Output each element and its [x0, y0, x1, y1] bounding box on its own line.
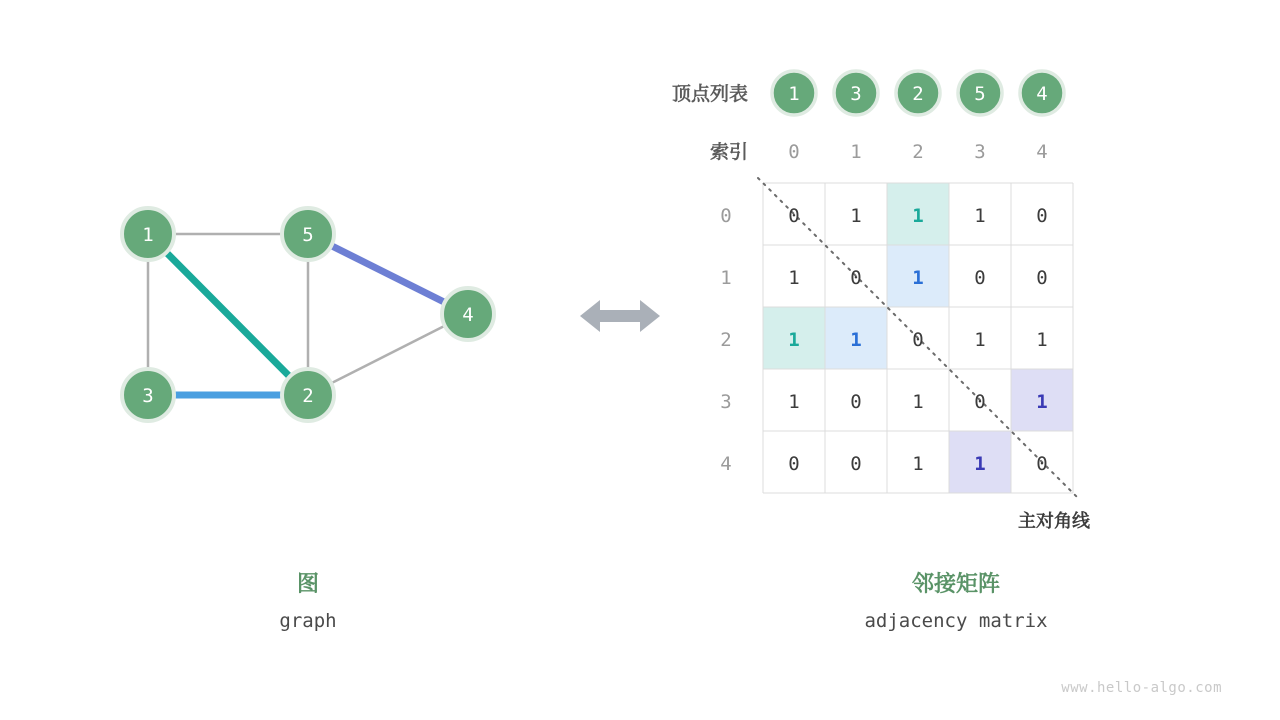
column-index-4: 4: [1036, 141, 1048, 163]
column-index-1: 1: [850, 141, 862, 163]
matrix-cell-1-4: 0: [1036, 267, 1048, 289]
matrix-cell-2-1: 1: [850, 329, 862, 351]
matrix-cell-2-4: 1: [1036, 329, 1048, 351]
vertex-chip-2[interactable]: [896, 71, 940, 115]
main-diagonal-label: 主对角线: [1018, 511, 1090, 532]
double-headed-arrow-icon: [578, 293, 662, 339]
matrix-cell-3-1: 0: [850, 391, 862, 413]
graph-node-4-label: 4: [462, 304, 474, 326]
graph-caption-cn: 图: [296, 572, 319, 597]
graph-node-1[interactable]: [122, 208, 174, 260]
matrix-cell-0-3: 1: [974, 205, 986, 227]
vertex-chip-0[interactable]: [772, 71, 816, 115]
matrix-cell-0-2: 1: [912, 205, 924, 227]
column-index-3: 3: [974, 141, 986, 163]
matrix-cell-0-4: 0: [1036, 205, 1048, 227]
column-index-2: 2: [912, 141, 924, 163]
matrix-cell-4-0: 0: [788, 453, 800, 475]
matrix-cell-2-2: 0: [912, 329, 924, 351]
graph-node-2[interactable]: [282, 369, 334, 421]
matrix-cell-4-1: 0: [850, 453, 862, 475]
matrix-cell-4-4: 0: [1036, 453, 1048, 475]
adjacency-matrix-illustration: [660, 55, 1220, 535]
matrix-cell-0-0: 0: [788, 205, 800, 227]
row-index-3: 3: [720, 391, 732, 413]
matrix-cell-1-1: 0: [850, 267, 862, 289]
matrix-caption: [796, 570, 1116, 636]
graph-node-5[interactable]: [282, 208, 334, 260]
edge-1-2: [148, 234, 308, 395]
vertex-list-nodes: [772, 71, 1064, 115]
matrix-cell-3-3: 0: [974, 391, 986, 413]
matrix-cell-4-3: 1: [974, 453, 986, 475]
column-index-0: 0: [788, 141, 800, 163]
matrix-cell-1-0: 1: [788, 267, 800, 289]
row-index-1: 1: [720, 267, 732, 289]
watermark: www.hello-algo.com: [1061, 680, 1222, 696]
graph-node-5-label: 5: [302, 224, 314, 246]
graph-node-3[interactable]: [122, 369, 174, 421]
graph-node-2-label: 2: [302, 385, 314, 407]
graph-node-3-label: 3: [142, 385, 154, 407]
row-index-0: 0: [720, 205, 732, 227]
matrix-row-indices: [720, 205, 731, 475]
index-label: 索引: [709, 141, 748, 163]
matrix-cell-0-1: 1: [850, 205, 862, 227]
vertex-chip-3[interactable]: [958, 71, 1002, 115]
row-index-4: 4: [720, 453, 732, 475]
graph-node-1-label: 1: [142, 224, 154, 246]
matrix-cell-3-0: 1: [788, 391, 800, 413]
vertex-chip-4-label: 4: [1036, 83, 1048, 105]
matrix-cell-1-2: 1: [912, 267, 924, 289]
graph-illustration: [60, 150, 560, 480]
vertex-chip-2-label: 2: [912, 83, 924, 105]
matrix-caption-en: adjacency matrix: [864, 610, 1048, 632]
vertex-chip-1-label: 3: [850, 83, 862, 105]
vertex-chip-1[interactable]: [834, 71, 878, 115]
matrix-column-indices: [788, 141, 1047, 163]
matrix-cell-4-2: 1: [912, 453, 924, 475]
graph-caption: [148, 570, 468, 636]
vertex-chip-4[interactable]: [1020, 71, 1064, 115]
graph-caption-en: graph: [279, 610, 337, 632]
matrix-caption-cn: 邻接矩阵: [911, 572, 1000, 597]
matrix-cell-2-0: 1: [788, 329, 800, 351]
row-index-2: 2: [720, 329, 732, 351]
matrix-cell-2-3: 1: [974, 329, 986, 351]
matrix-cell-3-4: 1: [1036, 391, 1048, 413]
matrix-cell-1-3: 0: [974, 267, 986, 289]
vertex-list-label: 顶点列表: [671, 83, 748, 105]
matrix-cell-3-2: 1: [912, 391, 924, 413]
vertex-chip-3-label: 5: [974, 83, 986, 105]
vertex-chip-0-label: 1: [788, 83, 800, 105]
graph-node-4[interactable]: [442, 288, 494, 340]
